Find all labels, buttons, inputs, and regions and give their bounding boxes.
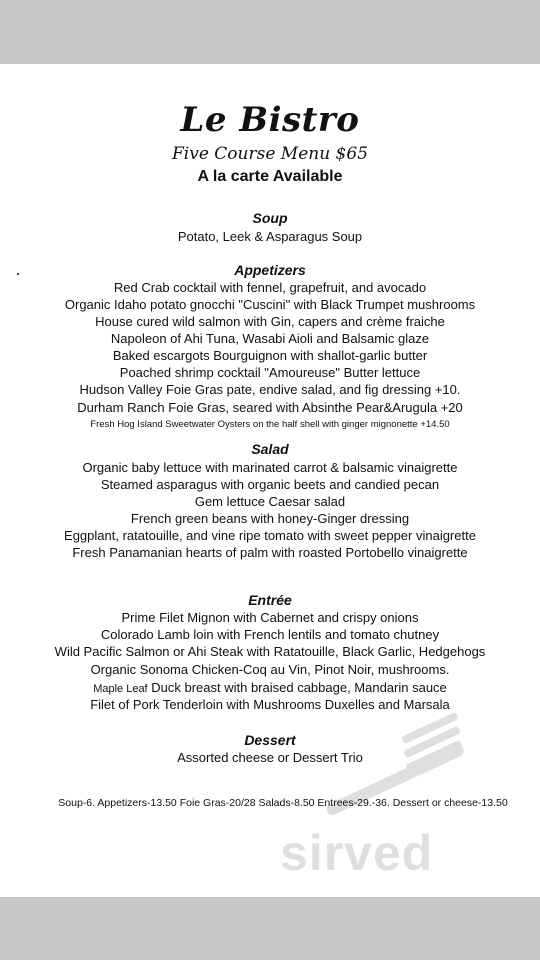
sirved-watermark (280, 704, 495, 879)
menu-item: Hudson Valley Foie Gras pate, endive salad, and fig dressing +10. (79, 382, 461, 397)
menu-page (0, 64, 540, 897)
menu-item: Gem lettuce Caesar salad (194, 494, 346, 509)
bottom-letterbox-bar (0, 897, 540, 960)
menu-title: Five Course Menu $65 (171, 144, 369, 164)
menu-item: Fresh Panamanian hearts of palm with roasted Portobello vinaigrette (72, 545, 468, 560)
menu-item: Eggplant, ratatouille, and vine ripe tomato with sweet pepper vinaigrette (64, 528, 476, 543)
menu-item: Prime Filet Mignon with Cabernet and crispy onions (121, 610, 419, 625)
a-la-carte-note: A la carte Available (197, 168, 343, 185)
menu-item: Filet of Pork Tenderloin with Mushrooms Duxelles and Marsala (90, 697, 450, 712)
menu-item: Poached shrimp cocktail "Amoureuse" Butter lettuce (119, 365, 421, 380)
menu-item: Organic Sonoma Chicken-Coq au Vin, Pinot Noir, mushrooms. (90, 662, 450, 677)
menu-item: Napoleon of Ahi Tuna, Wasabi Aioli and Balsamic glaze (110, 331, 430, 346)
menu-item: French green beans with honey-Ginger dressing (130, 511, 410, 526)
duck-prefix: Maple Leaf (93, 683, 148, 695)
soup-heading: Soup (252, 210, 288, 226)
dessert-heading: Dessert (244, 732, 296, 748)
menu-item: House cured wild salmon with Gin, capers and crème fraiche (95, 314, 445, 329)
menu-item: Colorado Lamb loin with French lentils and tomato chutney (100, 627, 440, 642)
menu-item: Assorted cheese or Dessert Trio (177, 750, 363, 765)
top-letterbox-bar (0, 0, 540, 64)
menu-item: Red Crab cocktail with fennel, grapefruit, and avocado (113, 280, 427, 295)
prices-line: Soup-6. Appetizers-13.50 Foie Gras-20/28 Salads-8.50 Entrees-29.-36. Dessert or cheese-13.50 (58, 797, 508, 809)
menu-item: Potato, Leek & Asparagus Soup (177, 229, 363, 244)
appetizers-heading: Appetizers (234, 262, 306, 278)
watermark-text: sirved (280, 825, 434, 881)
menu-item: Steamed asparagus with organic beets and candied pecan (100, 477, 440, 492)
entree-heading: Entrée (248, 592, 292, 608)
duck-description: Duck breast with braised cabbage, Mandarin sauce (147, 680, 447, 695)
menu-item: Organic Idaho potato gnocchi "Cuscini" with Black Trumpet mushrooms (64, 297, 476, 312)
menu-item: Wild Pacific Salmon or Ahi Steak with Ratatouille, Black Garlic, Hedgehogs (54, 644, 486, 659)
menu-item: Fresh Hog Island Sweetwater Oysters on the half shell with ginger mignonette +14.50 (90, 419, 450, 430)
menu-item: Durham Ranch Foie Gras, seared with Absinthe Pear&Arugula +20 (77, 400, 463, 415)
restaurant-name: Le Bistro (180, 100, 360, 140)
menu-item-duck (0, 680, 540, 695)
menu-item: Organic baby lettuce with marinated carrot & balsamic vinaigrette (82, 460, 458, 475)
fork-icon (280, 704, 495, 824)
salad-heading: Salad (251, 441, 289, 457)
menu-item: Baked escargots Bourguignon with shallot-garlic butter (112, 348, 428, 363)
